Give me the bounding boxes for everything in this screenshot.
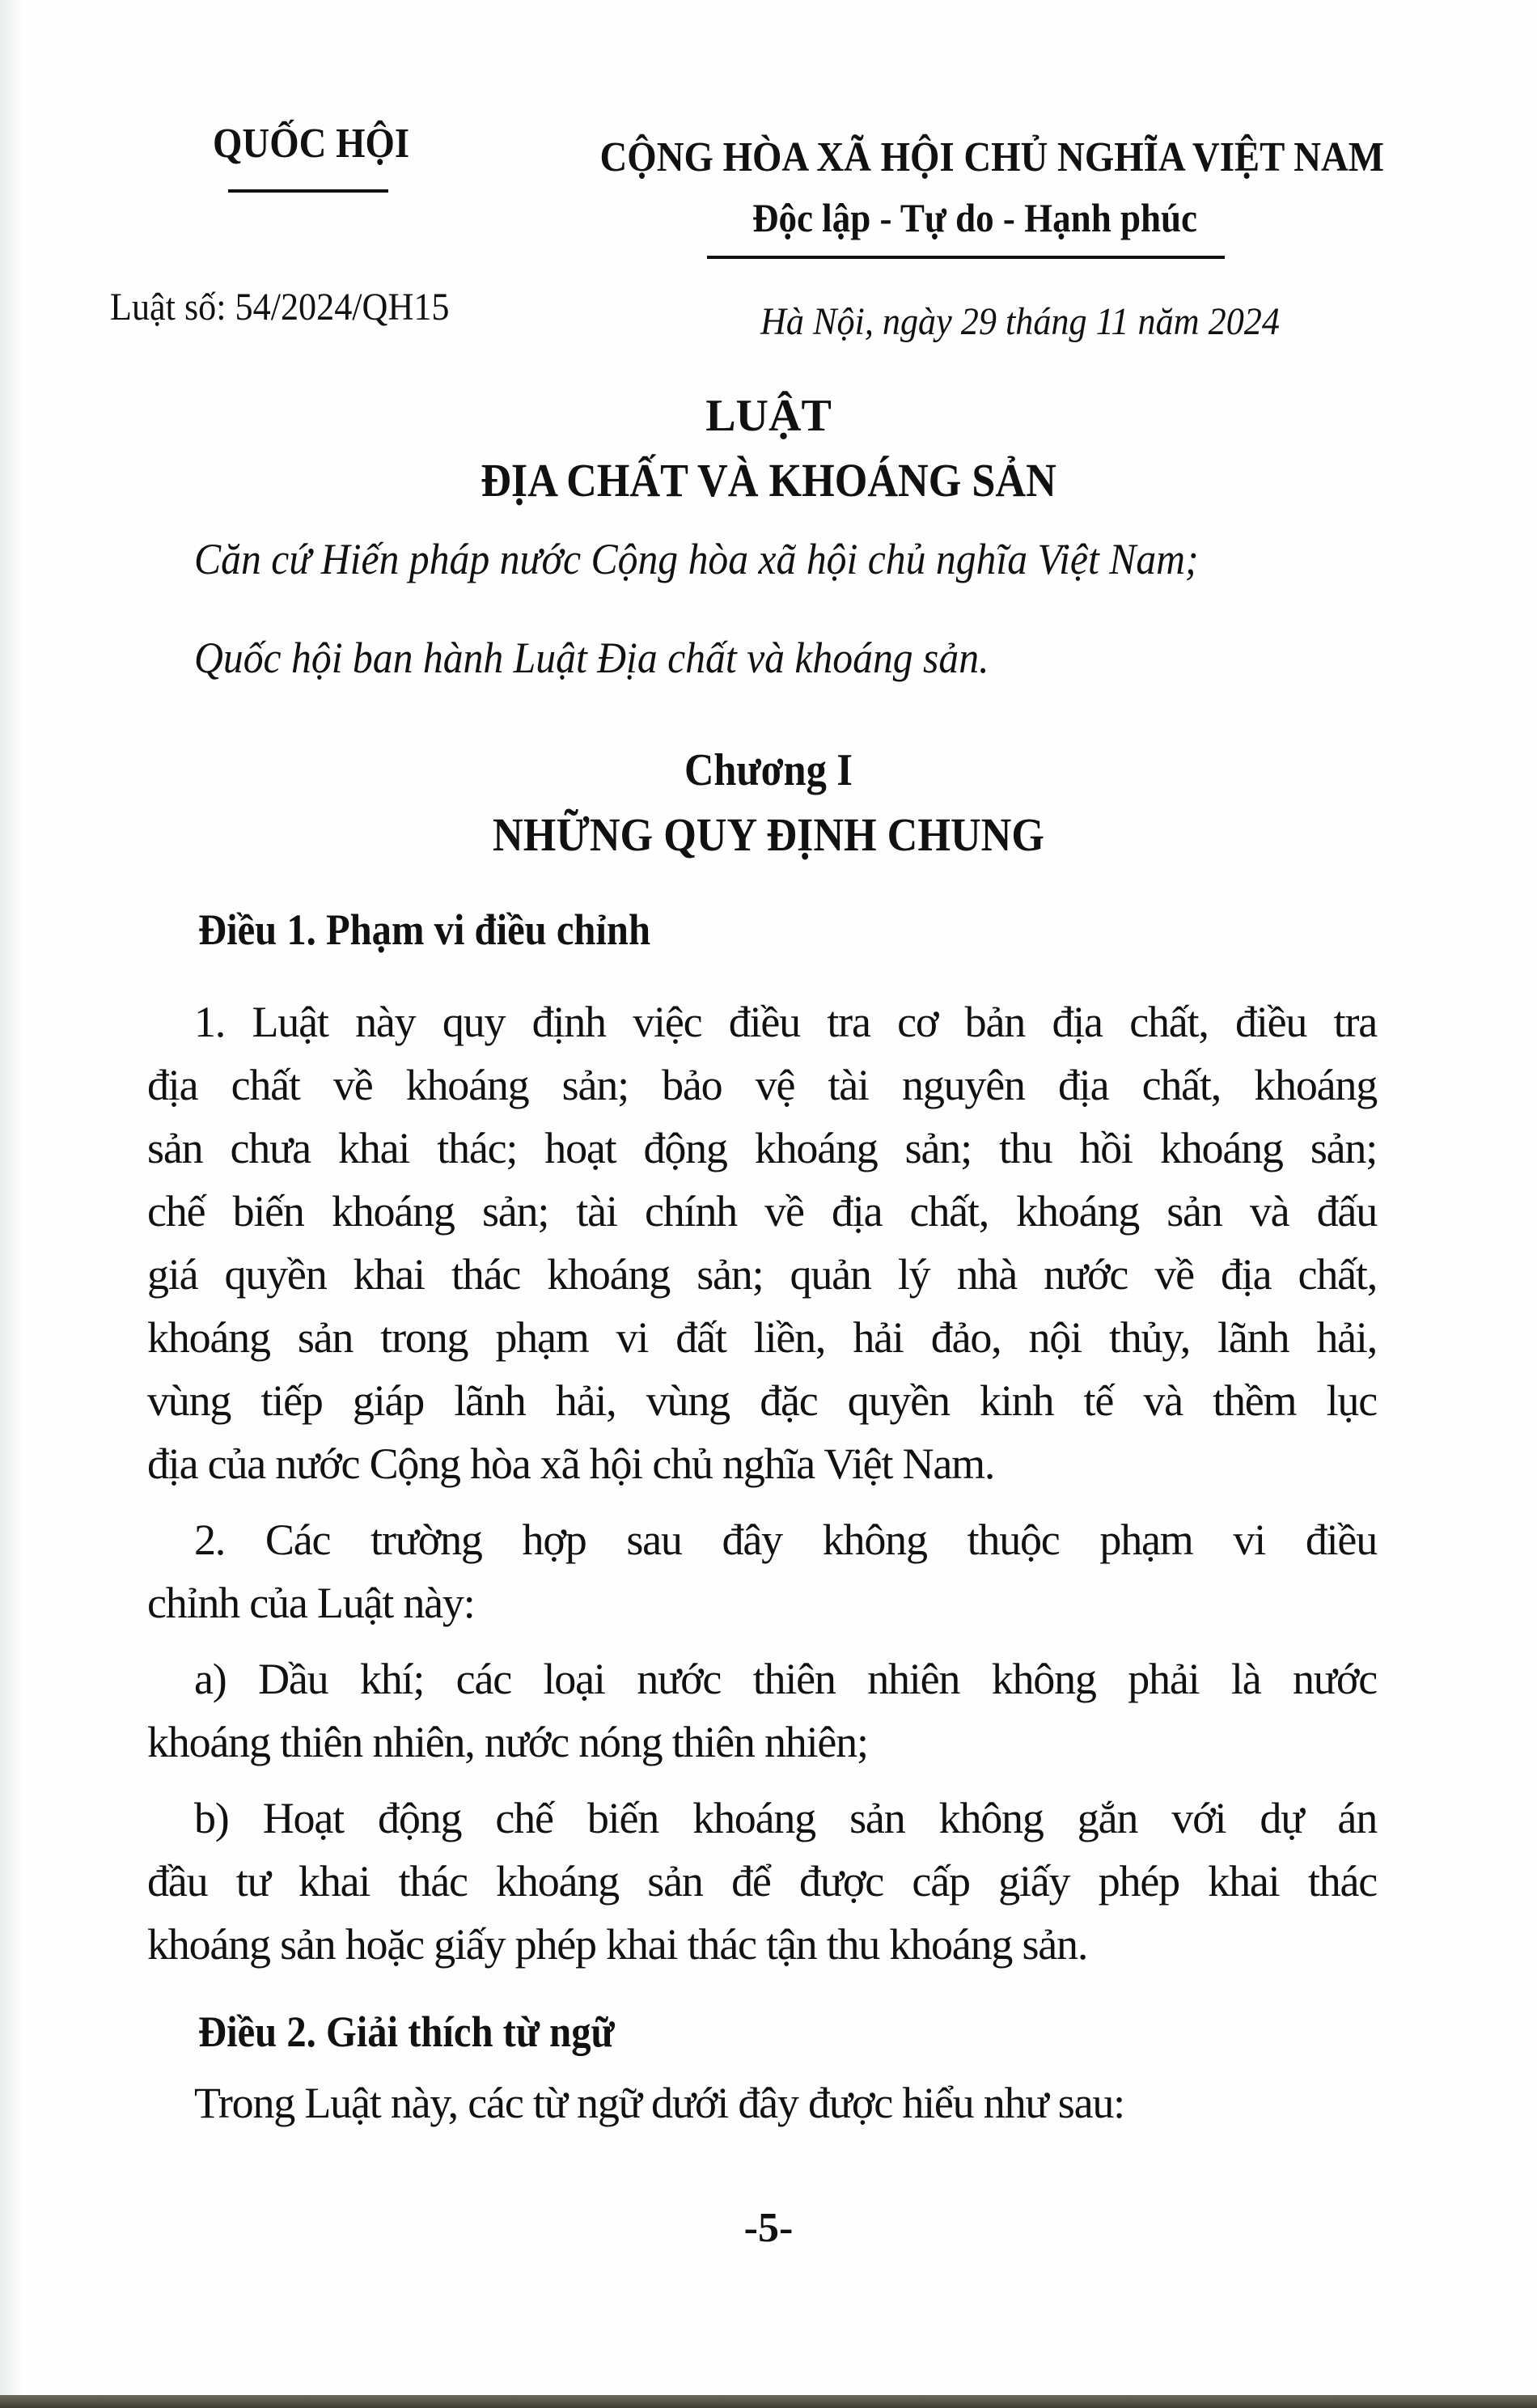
paragraph-line: khoáng sản trong phạm vi đất liền, hải đảo, nội thủy, lãnh hải, xyxy=(147,1313,1377,1362)
paragraph-line: sản chưa khai thác; hoạt động khoáng sản; thu hồi khoáng sản; xyxy=(147,1124,1377,1172)
paragraph-line: địa của nước Cộng hòa xã hội chủ nghĩa Việt Nam. xyxy=(147,1439,995,1488)
article-1-heading: Điều 1. Phạm vi điều chỉnh xyxy=(198,905,650,954)
paragraph-line: đầu tư khai thác khoáng sản để được cấp giấy phép khai thác xyxy=(147,1857,1377,1906)
paragraph-line: chỉnh của Luật này: xyxy=(147,1579,475,1627)
paragraph-line: khoáng thiên nhiên, nước nóng thiên nhiên; xyxy=(147,1718,868,1766)
country-name: CỘNG HÒA XÃ HỘI CHỦ NGHĨA VIỆT NAM xyxy=(599,134,1384,180)
article-2-heading: Điều 2. Giải thích từ ngữ xyxy=(198,2007,615,2056)
preamble-line: Căn cứ Hiến pháp nước Cộng hòa xã hội chủ nghĩa Việt Nam; xyxy=(194,535,1199,583)
place-and-date: Hà Nội, ngày 29 tháng 11 năm 2024 xyxy=(760,300,1280,343)
paragraph-line: Trong Luật này, các từ ngữ dưới đây được hiểu như sau: xyxy=(194,2079,1124,2127)
preamble-line: Quốc hội ban hành Luật Địa chất và khoáng sản. xyxy=(194,634,989,682)
paragraph-line: vùng tiếp giáp lãnh hải, vùng đặc quyền kinh tế và thềm lục xyxy=(147,1376,1377,1425)
document-title: ĐỊA CHẤT VÀ KHOÁNG SẢN xyxy=(481,454,1056,507)
paragraph-line: a) Dầu khí; các loại nước thiên nhiên không phải là nước xyxy=(194,1655,1377,1703)
law-number: Luật số: 54/2024/QH15 xyxy=(110,286,450,329)
document-type: LUẬT xyxy=(705,391,832,441)
page-bottom-edge xyxy=(0,2395,1537,2408)
page-edge-shadow xyxy=(0,0,23,2395)
page-number: -5- xyxy=(743,2205,794,2251)
issuer-underline xyxy=(228,189,388,193)
motto-underline xyxy=(707,256,1225,259)
paragraph-line: địa chất về khoáng sản; bảo vệ tài nguyên địa chất, khoáng xyxy=(147,1061,1377,1109)
paragraph-line: b) Hoạt động chế biến khoáng sản không gắn với dự án xyxy=(194,1794,1377,1842)
chapter-number: Chương I xyxy=(684,745,853,795)
issuer-name: QUỐC HỘI xyxy=(213,121,410,167)
paragraph-line: 2. Các trường hợp sau đây không thuộc phạm vi điều xyxy=(194,1516,1377,1564)
paragraph-line: 1. Luật này quy định việc điều tra cơ bản địa chất, điều tra xyxy=(194,998,1377,1046)
paragraph-line: giá quyền khai thác khoáng sản; quản lý nhà nước về địa chất, xyxy=(147,1250,1377,1299)
paragraph-line: chế biến khoáng sản; tài chính về địa chất, khoáng sản và đấu xyxy=(147,1187,1377,1236)
national-motto: Độc lập - Tự do - Hạnh phúc xyxy=(752,195,1198,240)
paragraph-line: khoáng sản hoặc giấy phép khai thác tận thu khoáng sản. xyxy=(147,1920,1088,1969)
chapter-title: NHỮNG QUY ĐỊNH CHUNG xyxy=(493,808,1044,861)
